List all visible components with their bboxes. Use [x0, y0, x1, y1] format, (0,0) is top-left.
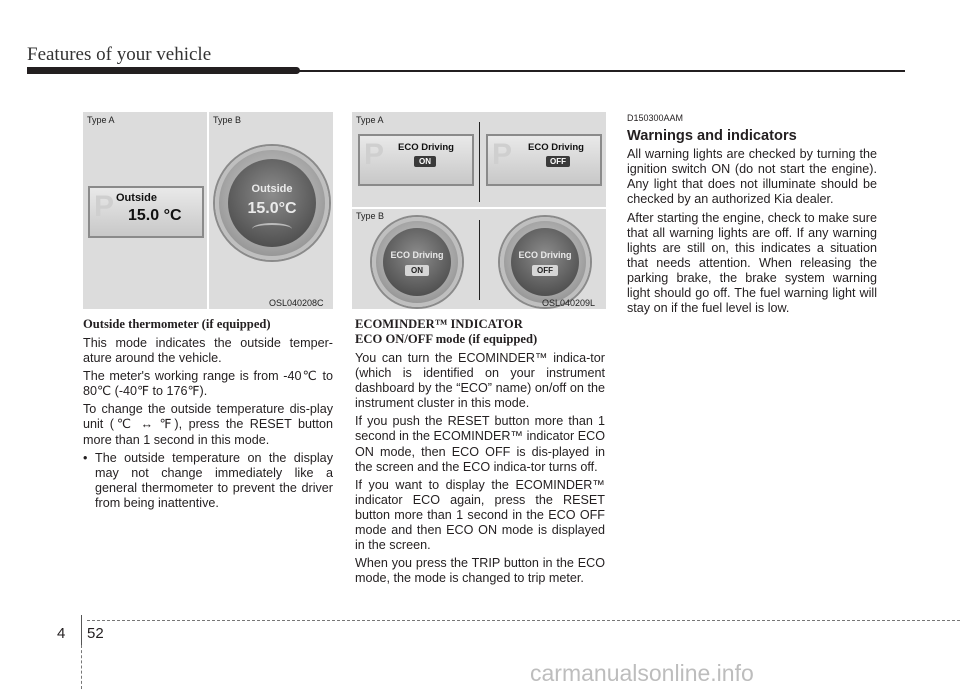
paragraph: You can turn the ECOMINDER™ indica-tor (which is identified on your instrument dashboard by the “ECO” name) on/off on the instrument cluster in this mode.: [355, 351, 605, 411]
lcd-watermark-letter: P: [364, 138, 385, 171]
paragraph: All warning lights are checked by turning the ignition switch ON (do not start the engine). Any light that does not illuminate should be checked by an authorized Kia dealer.: [627, 147, 877, 207]
figure-divider: [479, 220, 480, 300]
header-rule-thin: [296, 70, 905, 72]
lcd-watermark-letter: P: [492, 138, 513, 171]
gauge-bottom-arc: [252, 223, 292, 235]
gauge-face: [511, 228, 579, 296]
gauge-temperature-value: 15.0°C: [247, 200, 297, 217]
paragraph: When you press the TRIP button in the ECO mode, the mode is changed to trip meter.: [355, 556, 605, 586]
footer-dashed-rule: [87, 620, 960, 621]
paragraph: After starting the engine, check to make sure that all warning lights are off. If any warning lights are still on, this indicates a situation that needs attention. When releasing the parking brake, the brake system warning light should go off. The fuel warning light will stay on if the fuel level is low.: [627, 210, 877, 316]
type-b-label: Type B: [213, 115, 242, 125]
eco-off-badge: OFF: [532, 265, 558, 276]
eco-gauge-off: [500, 217, 590, 307]
lcd-temperature-value: 15.0 °C: [128, 207, 182, 224]
paragraph: This mode indicates the outside temper-ature around the vehicle.: [83, 336, 333, 366]
section-subheading: ECO ON/OFF mode (if equipped): [355, 332, 538, 346]
gauge-face: [383, 228, 451, 296]
eco-driving-label: ECO Driving: [518, 250, 572, 260]
header-rule: [27, 67, 300, 74]
type-b-label: Type B: [356, 211, 385, 221]
paragraph: If you push the RESET button more than 1 second in the ECOMINDER™ indicator ECO ON mode, then ECO OFF is dis-played in the screen and the ECO indica-tor turns off.: [355, 414, 605, 474]
lcd-display-type-a: [88, 186, 204, 238]
outside-thermometer-figure: [83, 112, 333, 309]
figure-divider: [352, 207, 606, 209]
eco-on-badge: ON: [414, 156, 436, 167]
eco-gauge-on: [372, 217, 462, 307]
bullet-mark: •: [83, 450, 88, 465]
figure-code: OSL040209L: [542, 298, 596, 308]
paragraph: To change the outside temperature dis-play unit (℃ ↔ ℉), press the RESET button more than 1 second in this mode.: [83, 402, 333, 447]
column-outside-thermometer: [83, 317, 333, 511]
section-heading: Outside thermometer (if equipped): [83, 317, 271, 331]
paragraph: If you want to display the ECOMINDER™ indicator ECO again, press the RESET button more than 1 second in the ECO OFF mode and then ECO ON mode is displayed in the screen.: [355, 477, 605, 553]
bullet-item: [83, 451, 333, 511]
eco-lcd-on: [358, 134, 474, 186]
eco-lcd-off: [486, 134, 602, 186]
site-watermark: carmanualsonline.info: [530, 660, 754, 686]
figure-divider: [207, 112, 209, 309]
eco-off-badge: OFF: [546, 156, 570, 167]
bullet-text: The outside temperature on the display may not change immediately like a general thermometer to prevent the driver from being inattentive.: [95, 450, 333, 510]
eco-driving-label: ECO Driving: [528, 142, 584, 153]
eco-driving-label: ECO Driving: [390, 250, 444, 260]
section-heading: ECOMINDER™ INDICATOR: [355, 317, 523, 331]
footer-divider: [81, 615, 82, 645]
lcd-watermark-letter: P: [94, 190, 115, 223]
page-number: 52: [87, 625, 104, 642]
section-code: D150300AAM: [627, 113, 684, 123]
lcd-outside-label: Outside: [116, 192, 157, 204]
column-ecominder: [355, 317, 605, 589]
column-warnings: [627, 111, 877, 319]
gauge-face: [228, 159, 316, 247]
type-a-label: Type A: [87, 115, 115, 125]
eco-on-badge: ON: [405, 265, 429, 276]
footer-dashed-vertical: [81, 645, 82, 689]
type-a-label: Type A: [356, 115, 384, 125]
section-heading: Warnings and indicators: [627, 128, 797, 145]
paragraph: The meter's working range is from -40℃ to 80℃ (-40℉ to 176℉).: [83, 369, 333, 399]
chapter-number: 4: [57, 625, 66, 642]
eco-driving-label: ECO Driving: [398, 142, 454, 153]
gauge-outside-label: Outside: [251, 183, 293, 195]
figure-code: OSL040208C: [269, 298, 324, 308]
page-header-title: Features of your vehicle: [27, 44, 212, 65]
round-gauge-type-b: [215, 146, 329, 260]
figure-divider: [479, 122, 480, 202]
ecominder-figure: [352, 112, 606, 309]
